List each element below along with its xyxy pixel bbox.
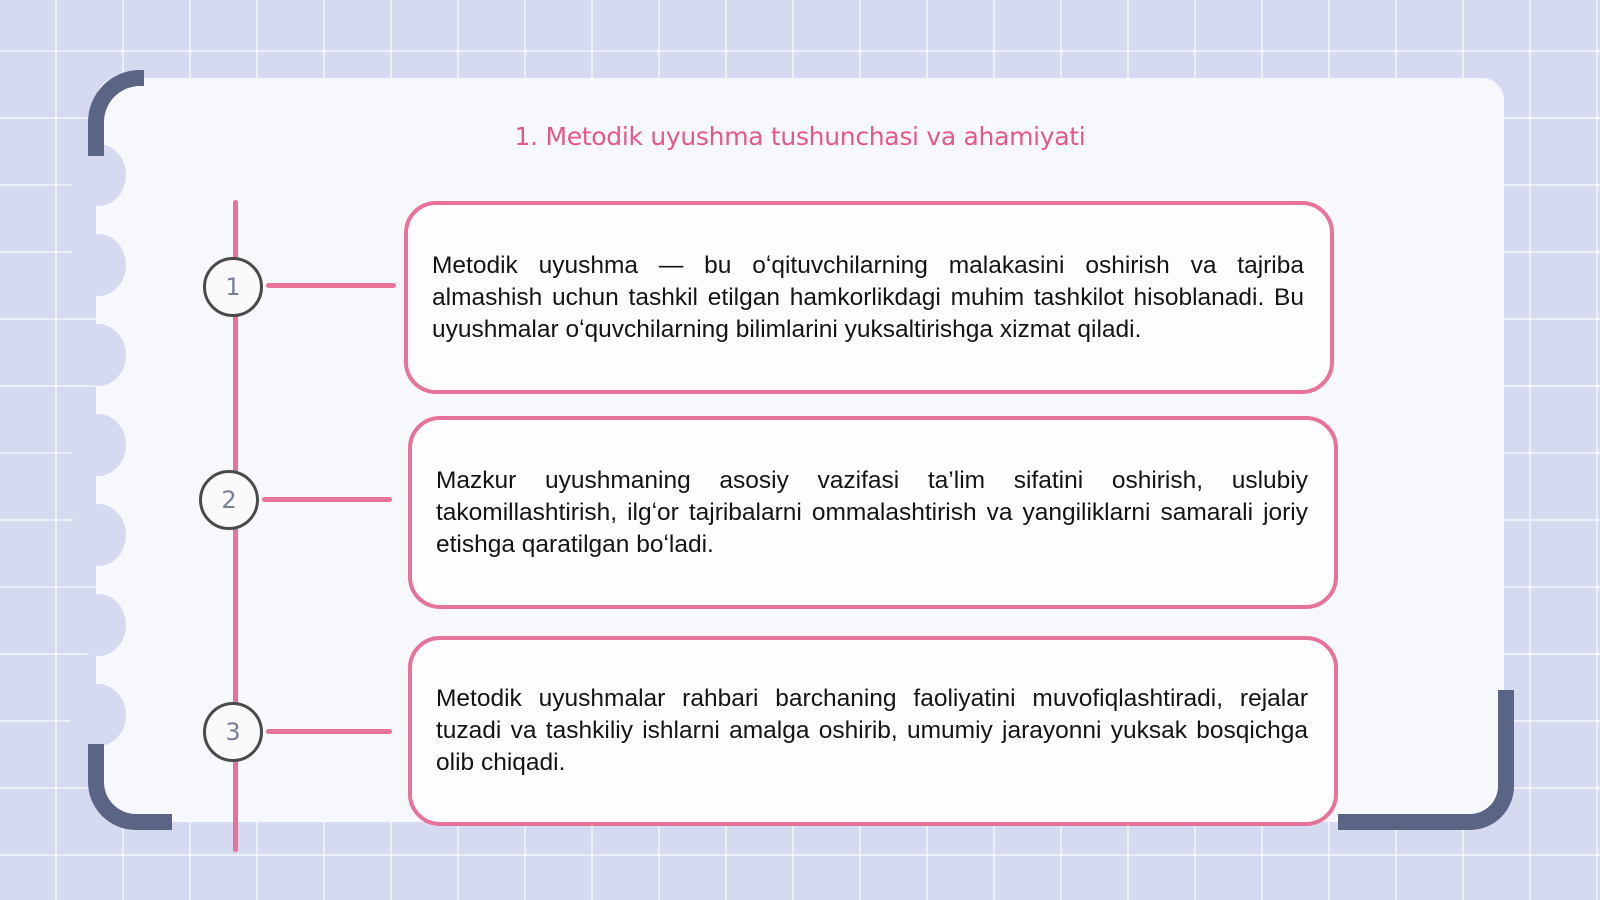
corner-bracket-bottom-right: [1338, 690, 1514, 830]
step-card-3: [408, 636, 1338, 826]
slide-title: 1. Metodik uyushma tushunchasi va ahamiyati: [514, 122, 1086, 151]
corner-bracket-top-left: [88, 70, 144, 156]
notebook-hole: [70, 684, 126, 746]
notebook-hole: [70, 414, 126, 476]
step-card-2: [408, 416, 1338, 609]
notebook-hole: [70, 594, 126, 656]
notebook-hole: [70, 504, 126, 566]
step-number-1: 1: [203, 257, 263, 317]
step-number-2: 2: [199, 470, 259, 530]
timeline-connector: [266, 283, 396, 288]
notebook-hole: [70, 234, 126, 296]
notebook-hole: [70, 324, 126, 386]
corner-bracket-bottom-left: [88, 744, 172, 830]
timeline-connector: [266, 729, 392, 734]
step-number-3: 3: [203, 702, 263, 762]
timeline-connector: [262, 497, 392, 502]
step-text-2: Mazkur uyushmaning asosiy vazifasi ta’lim sifatini oshirish, uslubiy takomillashtirish, ilgʻor tajribalarni ommalashtirish va yangiliklarni samarali joriy etishga qaratilgan boʻladi.: [436, 466, 1308, 558]
step-text-1: Metodik uyushma — bu oʻqituvchilarning malakasini oshirish va tajriba almashish uchun tashkil etilgan hamkorlikdagi muhim tashkilot hisoblanadi. Bu uyushmalar oʻquvchilarning bilimlarini yuksaltirishga xizmat qiladi.: [432, 251, 1304, 343]
step-text-3: Metodik uyushmalar rahbari barchaning faoliyatini muvofiqlashtiradi, rejalar tuzadi va tashkiliy ishlarni amalga oshirib, umumiy jarayonni yuksak bosqichga olib chiqadi.: [436, 685, 1308, 776]
step-card-1: [404, 201, 1334, 394]
